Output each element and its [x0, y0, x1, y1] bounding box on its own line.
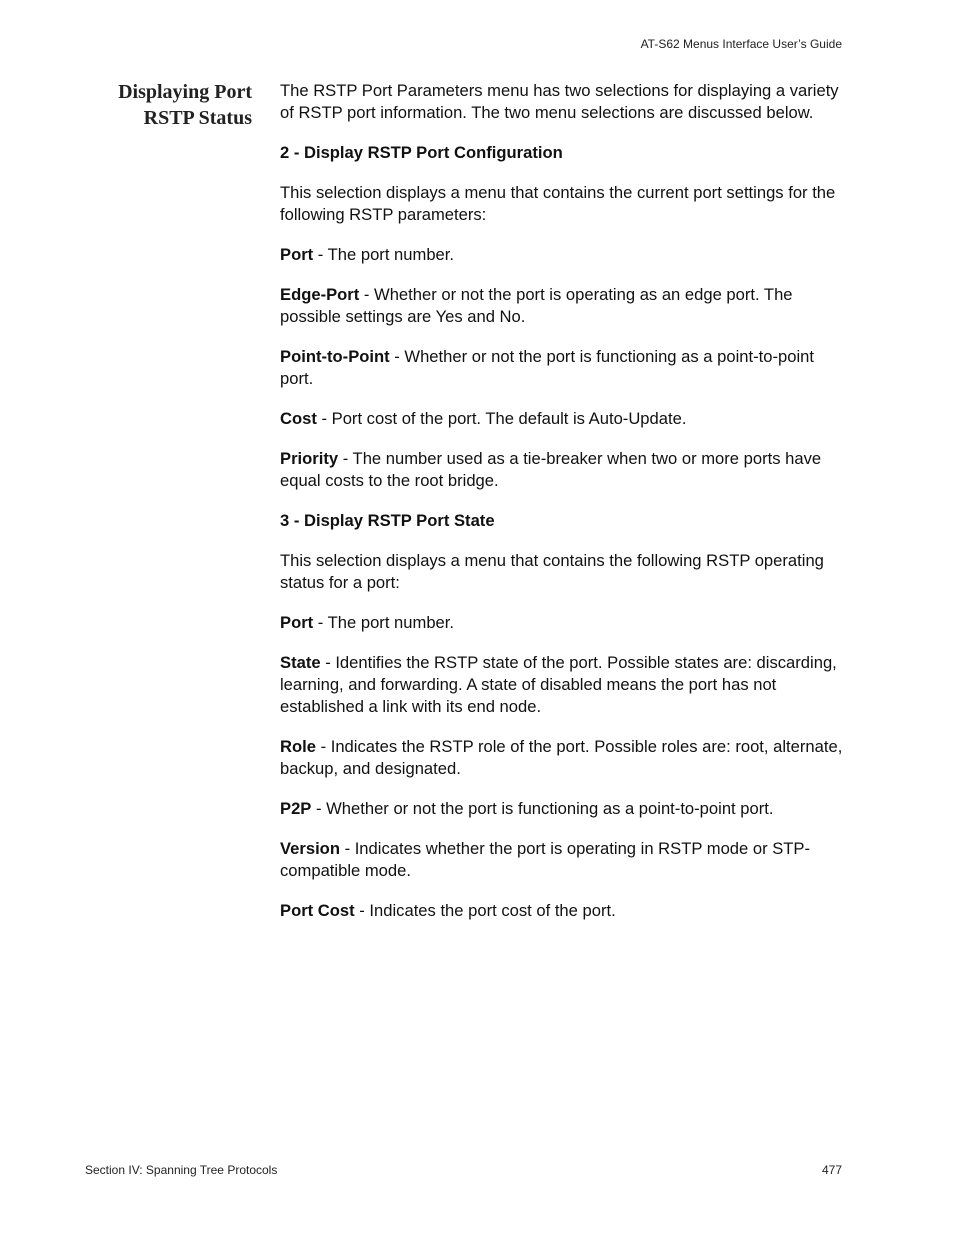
body-text-column — [280, 80, 846, 940]
state-item-port-cost — [280, 900, 846, 922]
term-label: Role — [280, 737, 316, 756]
term-label: Cost — [280, 409, 317, 428]
term-label: Version — [280, 839, 340, 858]
running-header: AT-S62 Menus Interface User’s Guide — [640, 37, 842, 51]
term-label: P2P — [280, 799, 312, 818]
state-subheading: 3 - Display RSTP Port State — [280, 511, 495, 530]
config-item-cost — [280, 408, 846, 430]
footer-section-label: Section IV: Spanning Tree Protocols — [85, 1163, 278, 1177]
config-subheading: 2 - Display RSTP Port Configuration — [280, 143, 563, 162]
state-item-state — [280, 652, 846, 718]
term-definition: - Indicates the port cost of the port. — [354, 901, 616, 920]
term-definition: - The port number. — [313, 613, 454, 632]
state-item-port — [280, 612, 846, 634]
term-definition: - Indicates the RSTP role of the port. Possible roles are: root, alternate, backup, and designated. — [280, 737, 843, 778]
state-description: This selection displays a menu that contains the following RSTP operating status for a port: — [280, 551, 824, 592]
config-description: This selection displays a menu that contains the current port settings for the following RSTP parameters: — [280, 183, 836, 224]
config-item-priority — [280, 448, 846, 492]
term-definition: - Whether or not the port is functioning as a point-to-point port. — [280, 347, 814, 388]
term-label: State — [280, 653, 321, 672]
section-heading-line-1: Displaying Port — [118, 81, 252, 103]
term-label: Port Cost — [280, 901, 355, 920]
config-item-edge-port — [280, 284, 846, 328]
term-definition: - Whether or not the port is operating as an edge port. The possible settings are Yes and No. — [280, 285, 793, 326]
state-item-role — [280, 736, 846, 780]
page-footer — [85, 1163, 842, 1177]
intro-paragraph: The RSTP Port Parameters menu has two selections for displaying a variety of RSTP port information. The two menu selections are discussed below. — [280, 81, 839, 122]
state-item-version — [280, 838, 846, 882]
page-number: 477 — [821, 1163, 842, 1177]
term-label: Priority — [280, 449, 339, 468]
state-item-p2p — [280, 798, 846, 820]
config-item-port — [280, 244, 846, 266]
term-label: Edge-Port — [280, 285, 360, 304]
term-definition: - Identifies the RSTP state of the port. Possible states are: discarding, learning, and forwarding. A state of disabled means the port has not established a link with its end node. — [280, 653, 837, 716]
term-definition: - The port number. — [313, 245, 454, 264]
term-definition: - Whether or not the port is functioning as a point-to-point port. — [311, 799, 774, 818]
config-item-point-to-point — [280, 346, 846, 390]
term-label: Point-to-Point — [280, 347, 390, 366]
term-label: Port — [280, 245, 314, 264]
term-definition: - Port cost of the port. The default is Auto-Update. — [316, 409, 687, 428]
term-definition: - Indicates whether the port is operating in RSTP mode or STP-compatible mode. — [280, 839, 811, 880]
term-definition: - The number used as a tie-breaker when two or more ports have equal costs to the root bridge. — [280, 449, 822, 490]
section-heading — [60, 79, 252, 131]
section-heading-line-2: RSTP Status — [143, 107, 252, 129]
term-label: Port — [280, 613, 314, 632]
